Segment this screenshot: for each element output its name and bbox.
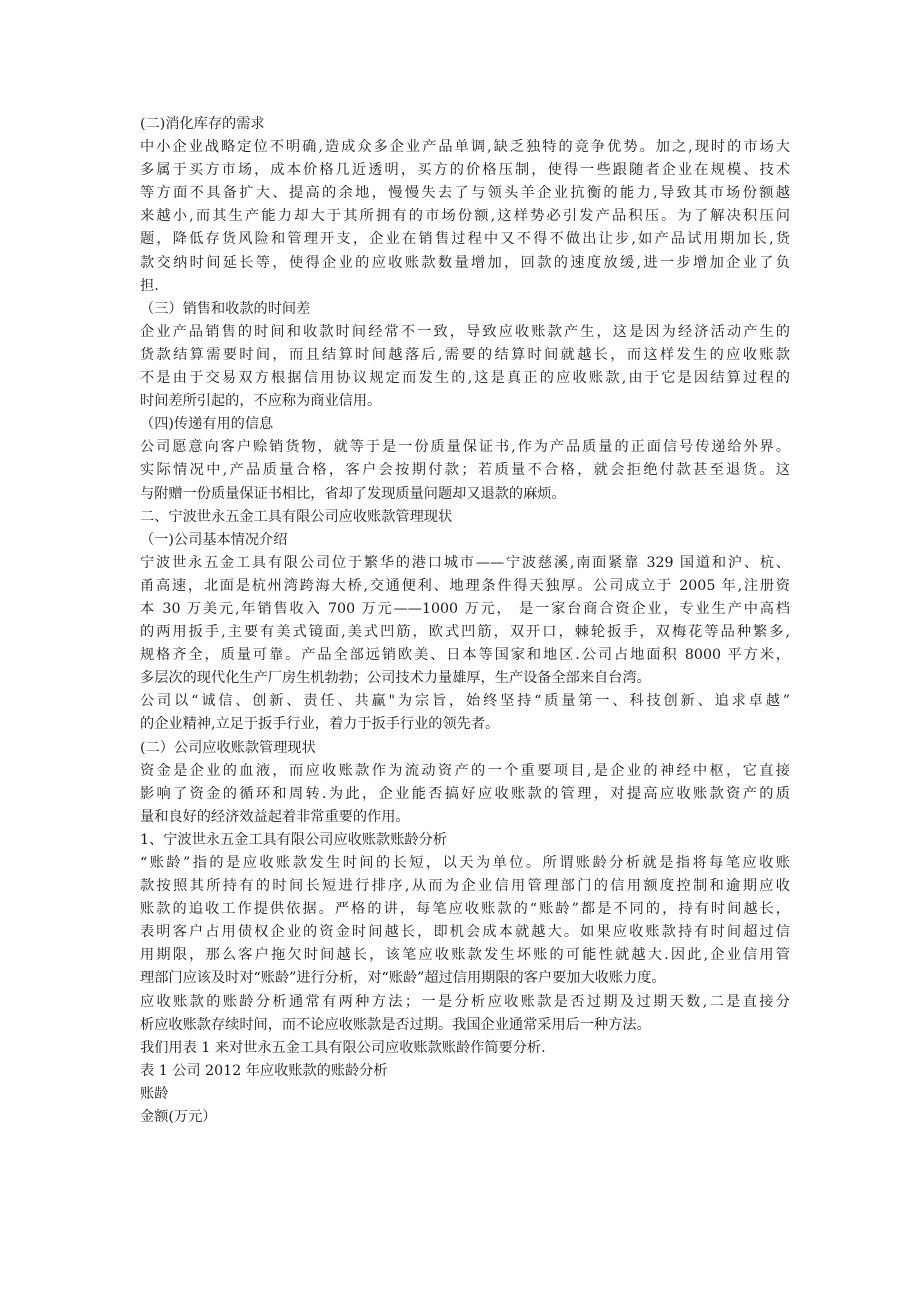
text-line: 公司以“诚信、创新、责任、共赢"为宗旨，始终坚持“质量第一、科技创新、追求卓越” xyxy=(140,693,790,710)
text-line: 量和良好的经济效益起着非常重要的作用。 xyxy=(140,808,410,825)
text-line: （三）销售和收款的时间差 xyxy=(140,300,311,317)
text-line: 不是由于交易双方根据信用协议规定而发生的,这是真正的应收账款,由于它是因结算过程的 xyxy=(140,370,790,387)
text-line: 析应收账款存续时间，而不论应收账款是否过期。我国企业通常采用后一种方法。 xyxy=(140,1016,651,1033)
text-line: “账龄”指的是应收账款发生时间的长短，以天为单位。所谓账龄分析就是指将每笔应收账 xyxy=(140,855,790,871)
text-line: 来越小,而其生产能力却大于其所拥有的市场份额,这样势必引发产品积压。为了解决积压问 xyxy=(140,208,790,225)
text-line: 1、宁波世永五金工具有限公司应收账款账龄分析 xyxy=(140,831,447,848)
text-line: 实际情况中,产品质量合格，客户会按期付款；若质量不合格，就会拒绝付款甚至退货。这 xyxy=(140,462,790,479)
text-line: 担. xyxy=(140,277,159,294)
text-line: 的两用扳手,主要有美式镜面,美式凹筋，欧式凹筋，双开口，棘轮扳手，双梅花等品种繁多, xyxy=(140,624,790,641)
text-line: 款交纳时间延长等，使得企业的应收账款数量增加，回款的速度放缓,进一步增加企业了负 xyxy=(140,254,790,271)
text-line: 多属于买方市场，成本价格几近透明，买方的价格压制，使得一些跟随者企业在规模、技术 xyxy=(140,162,790,179)
document-body xyxy=(140,113,790,1129)
text-line: 等方面不具备扩大、提高的余地，慢慢失去了与领头羊企业抗衡的能力,导致其市场份额越 xyxy=(140,185,790,202)
text-line: 用期限，那么客户拖欠时间越长，该笔应收账款发生坏账的可能性就越大.因此,企业信用管 xyxy=(140,947,790,964)
text-line: 账龄 xyxy=(140,1085,169,1102)
text-line: 时间差所引起的，不应称为商业信用。 xyxy=(140,393,382,410)
text-line: 金额(万元） xyxy=(140,1109,217,1126)
text-line: 应收账款的账龄分析通常有两种方法；一是分析应收账款是否过期及过期天数,二是直接分 xyxy=(140,993,790,1010)
text-line: (二）公司应收账款管理现状 xyxy=(140,739,316,756)
text-line: 与附赠一份质量保证书相比，省却了发现质量问题却又退款的麻烦。 xyxy=(140,485,566,502)
text-line: 表 1 公司 2012 年应收账款的账龄分析 xyxy=(140,1062,388,1079)
text-line: 资金是企业的血液，而应收账款作为流动资产的一个重要项目,是企业的神经中枢，它直接 xyxy=(140,762,790,779)
text-line: 宁波世永五金工具有限公司位于繁华的港口城市——宁波慈溪,南面紧靠 329 国道和沪、杭、 xyxy=(140,554,790,571)
text-line: 货款结算需要时间，而且结算时间越落后,需要的结算时间就越长，而这样发生的应收账款 xyxy=(140,346,790,363)
text-line: 多层次的现代化生产厂房生机勃勃；公司技术力量雄厚，生产设备全部来自台湾。 xyxy=(140,670,651,687)
text-line: 我们用表 1 来对世永五金工具有限公司应收账款账龄作简要分析. xyxy=(140,1039,546,1056)
text-line: 二、宁波世永五金工具有限公司应收账款管理现状 xyxy=(140,508,453,525)
text-line: （四)传递有用的信息 xyxy=(140,416,274,433)
text-line: (二)消化库存的需求 xyxy=(140,116,265,132)
text-line: 影响了资金的循环和周转.为此，企业能否搞好应收账款的管理，对提高应收账款资产的质 xyxy=(140,785,790,802)
text-line: 中小企业战略定位不明确,造成众多企业产品单调,缺乏独特的竞争优势。加之,现时的市场大 xyxy=(140,139,790,156)
text-line: 企业产品销售的时间和收款时间经常不一致，导致应收账款产生，这是因为经济活动产生的 xyxy=(140,323,790,340)
text-line: 表明客户占用债权企业的资金时间越长，即机会成本就越大。如果应收账款持有时间超过信 xyxy=(140,924,790,941)
text-line: 的企业精神,立足于扳手行业，着力于扳手行业的领先者。 xyxy=(140,716,500,733)
text-line: 甬高速，北面是杭州湾跨海大桥,交通便利、地理条件得天独厚。公司成立于 2005 年,注册资 xyxy=(140,577,790,594)
text-line: 题，降低存货风险和管理开支，企业在销售过程中又不得不做出让步,如产品试用期加长,货 xyxy=(140,231,790,248)
text-line: 理部门应该及时对“账龄”进行分析，对“账龄”超过信用期限的客户要加大收账力度。 xyxy=(140,970,666,987)
text-line: （一)公司基本情况介绍 xyxy=(140,531,288,548)
text-line: 本 30 万美元,年销售收入 700 万元——1000 万元， 是一家台商合资企业，专业生产中高档 xyxy=(140,600,790,617)
text-line: 账款的追收工作提供依据。严格的讲，每笔应收账款的“账龄”都是不同的，持有时间越长， xyxy=(140,901,790,918)
text-line: 款按照其所持有的时间长短进行排序,从而为企业信用管理部门的信用额度控制和逾期应收 xyxy=(140,878,790,895)
text-line: 规格齐全，质量可靠。产品全部远销欧美、日本等国家和地区.公司占地面积 8000 平方米， xyxy=(140,647,790,664)
text-line: 公司愿意向客户赊销货物，就等于是一份质量保证书,作为产品质量的正面信号传递给外界。 xyxy=(140,439,790,456)
